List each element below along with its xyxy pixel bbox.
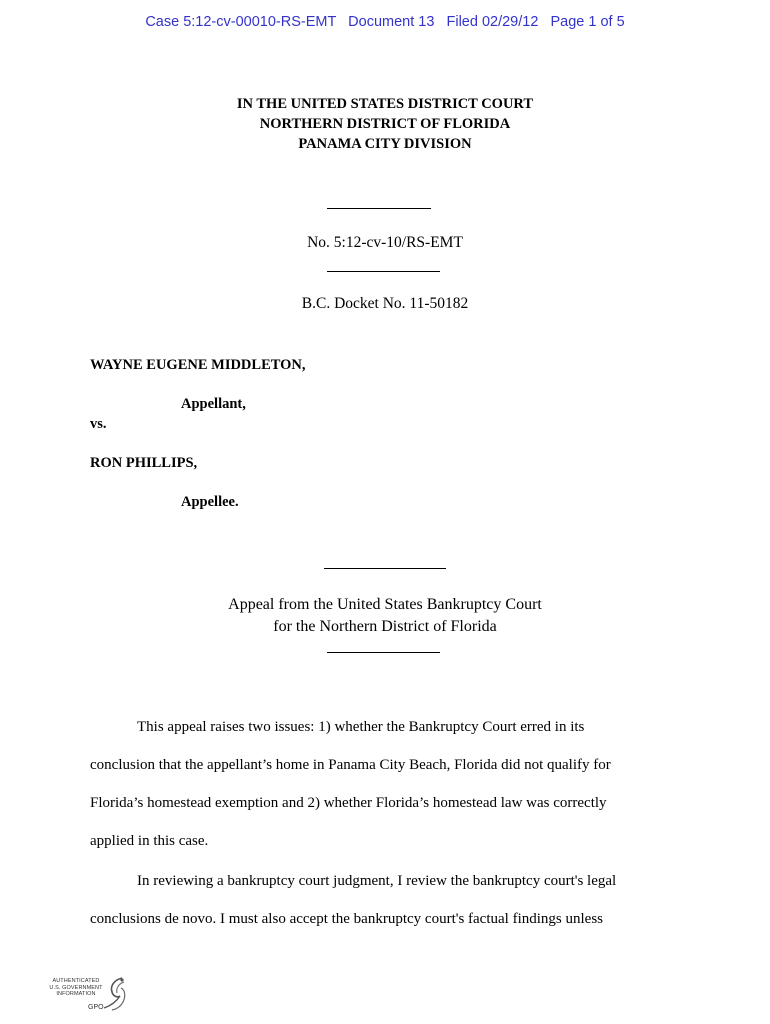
gpo-label: GPO [88,1004,104,1011]
court-name: IN THE UNITED STATES DISTRICT COURT [236,96,534,112]
case-number-stamp: Case 5:12-cv-00010-RS-EMT [145,14,337,30]
appellant-name: WAYNE EUGENE MIDDLETON, [90,357,306,373]
filing-header-stamp [0,14,770,30]
gpo-seal-line: U.S. GOVERNMENT [49,984,103,991]
appeal-from-line1: Appeal from the United States Bankruptcy Court [228,596,542,613]
body-paragraph-line: conclusions de novo. I must also accept the bankruptcy court's factual findings unless [90,911,603,927]
body-paragraph-line: This appeal raises two issues: 1) whether the Bankruptcy Court erred in its [137,719,585,735]
bc-docket-number: B.C. Docket No. 11-50182 [301,295,469,312]
divider-rule [324,568,446,569]
appellant-role: Appellant, [181,396,246,412]
appellee-role: Appellee. [181,494,239,510]
eagle-icon [100,974,130,1014]
document-number-stamp: Document 13 [348,14,435,30]
appellee-name: RON PHILLIPS, [90,455,198,471]
divider-rule [327,208,431,209]
divider-rule [327,271,440,272]
court-district: NORTHERN DISTRICT OF FLORIDA [259,116,511,132]
divider-rule [327,652,440,653]
filed-date-stamp: Filed 02/29/12 [446,14,539,30]
page-count-stamp: Page 1 of 5 [550,14,625,30]
appeal-from-line2: for the Northern District of Florida [273,618,497,635]
court-heading [0,94,770,154]
body-paragraph-line: In reviewing a bankruptcy court judgment, I review the bankruptcy court's legal [137,873,617,889]
court-division: PANAMA CITY DIVISION [298,136,472,152]
versus-label: vs. [90,416,107,432]
gpo-authentication-seal [44,974,134,1018]
body-paragraph-line: Florida’s homestead exemption and 2) whether Florida’s homestead law was correctly [90,795,607,811]
gpo-seal-line: INFORMATION [56,991,96,997]
body-paragraph-line: applied in this case. [90,833,209,849]
body-paragraph-line: conclusion that the appellant’s home in Panama City Beach, Florida did not qualify for [90,757,611,773]
gpo-seal-line: AUTHENTICATED [52,978,100,984]
appeal-from-block [0,594,770,638]
case-number: No. 5:12-cv-10/RS-EMT [307,234,463,251]
gpo-seal-text [44,978,108,998]
